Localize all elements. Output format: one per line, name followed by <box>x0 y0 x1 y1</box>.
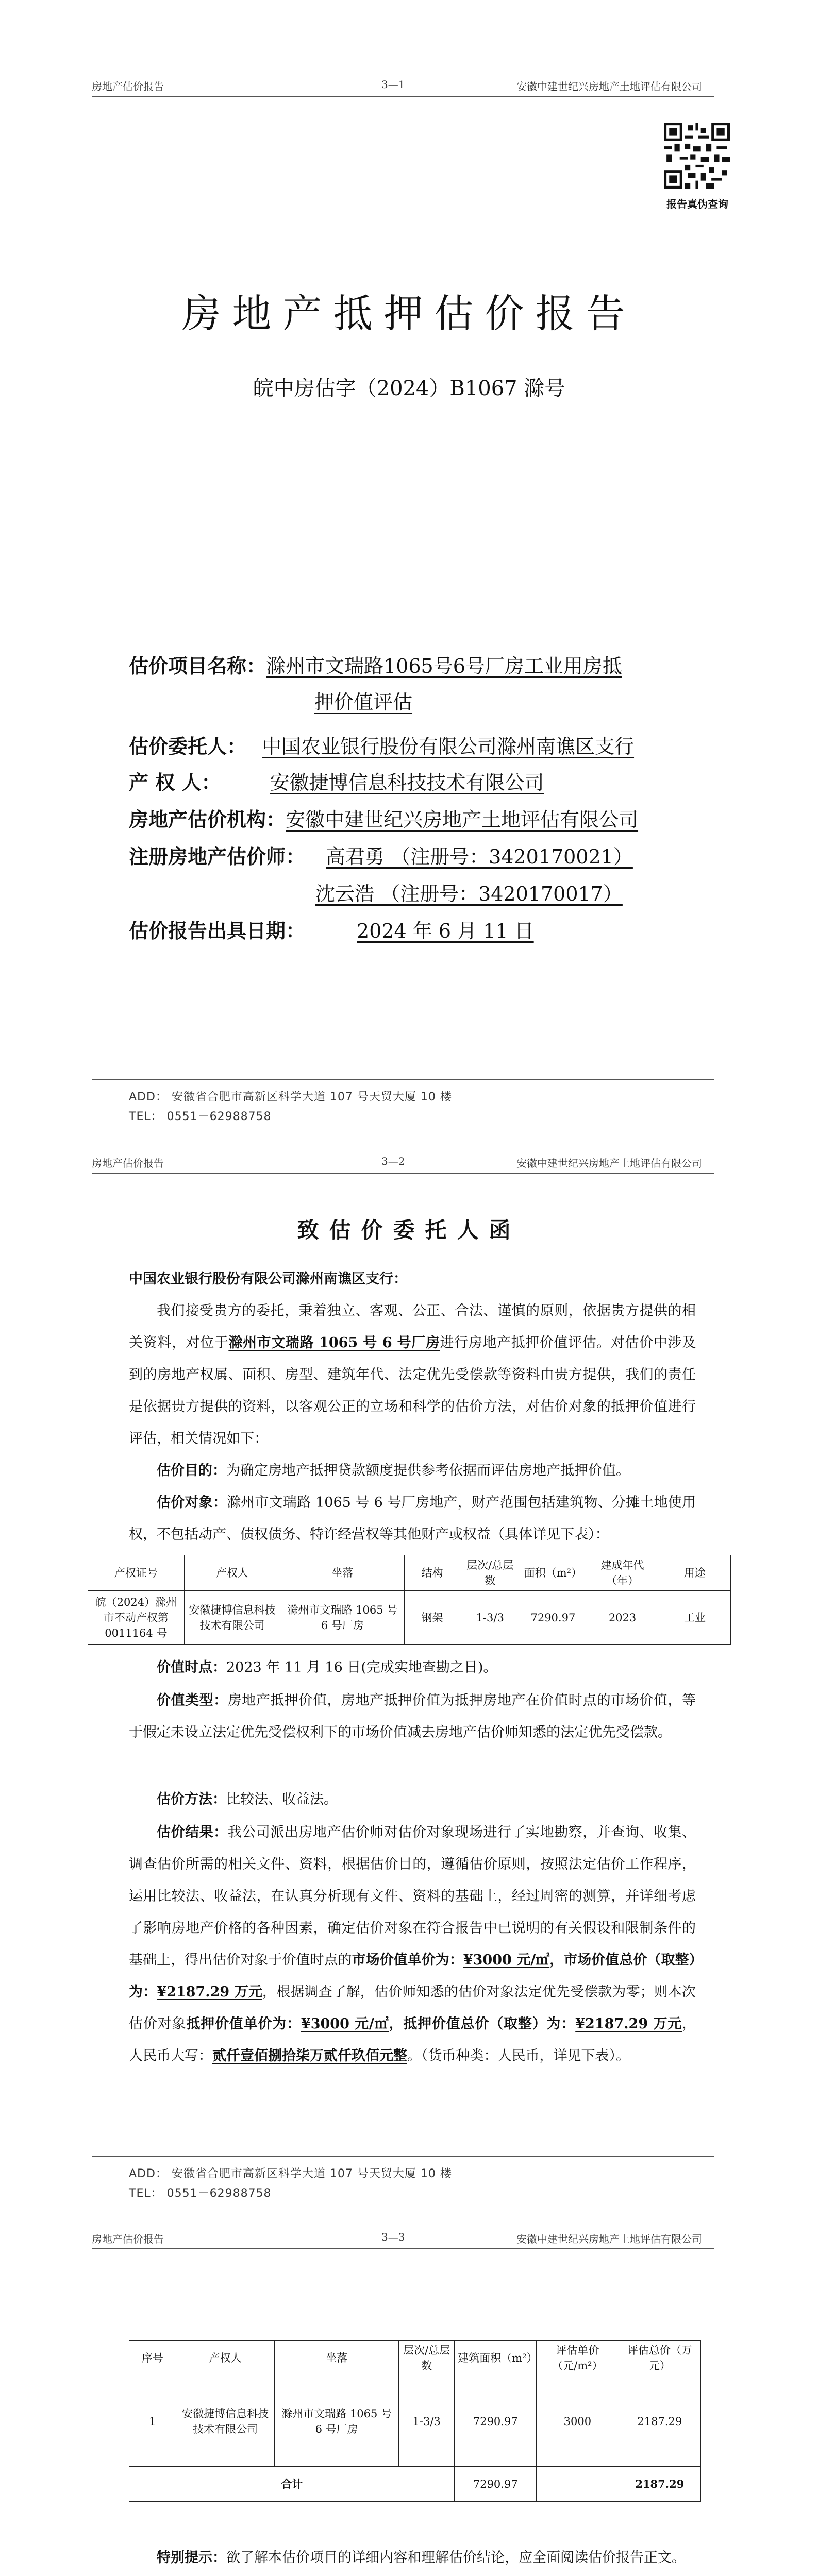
owner-label: 产 权 人： <box>129 771 221 794</box>
summary-header: 建筑面积（m²） <box>455 2341 537 2376</box>
qr-code-icon <box>664 123 730 189</box>
result-mortgage-total-label: ，抵押价值总价（取整）为： <box>389 2016 576 2032</box>
table-header-row <box>88 1555 731 1591</box>
result-market-total-label: ，市场价值总价（取整）为： <box>129 1952 696 2000</box>
report-date-row <box>129 915 534 943</box>
table-cell: 2023 <box>586 1591 659 1645</box>
client-row <box>129 731 634 759</box>
summary-header: 层次/总层数 <box>398 2341 455 2376</box>
result-label: 估价结果： <box>157 1824 228 1840</box>
total-value: 2187.29 <box>619 2467 700 2502</box>
result-market-unit-label: 市场价值单价为： <box>352 1952 463 1968</box>
result-market-total: ¥2187.29 万元 <box>157 1984 262 2000</box>
header-page-number: 3—1 <box>381 78 405 91</box>
table-header: 面积（m²） <box>520 1555 586 1591</box>
project-name-value: 滁州市文瑞路1065号6号厂房工业用房抵 <box>266 655 622 677</box>
value-type-paragraph <box>129 1685 696 1749</box>
appraiser-label: 注册房地产估价师： <box>129 845 306 868</box>
header-rule <box>92 2248 714 2249</box>
table-cell: 安徽捷博信息科技技术有限公司 <box>184 1591 280 1645</box>
header-left: 房地产估价报告 <box>92 2233 164 2245</box>
summary-total-row <box>129 2467 701 2502</box>
header-rule <box>92 1173 714 1174</box>
result-paragraph <box>129 1817 696 2072</box>
result-mortgage-unit-label: 抵押价值单价为： <box>186 2016 301 2032</box>
table-cell: 2187.29 <box>619 2376 700 2467</box>
cover-page <box>0 0 818 1123</box>
client-value: 中国农业银行股份有限公司滁州南谯区支行 <box>262 735 635 758</box>
result-mortgage-unit: ¥3000 元/㎡ <box>301 2016 389 2032</box>
notice-paragraph <box>129 2542 696 2574</box>
footer-rule <box>92 2156 714 2157</box>
value-date-paragraph <box>129 1652 696 1684</box>
header-rule <box>92 96 714 97</box>
summary-table <box>129 2340 701 2502</box>
header-left: 房地产估价报告 <box>92 80 164 93</box>
table-header: 用途 <box>659 1555 730 1591</box>
result-market-unit: ¥3000 元/㎡ <box>463 1952 550 1968</box>
value-type-text: 房地产抵押价值，房地产抵押价值为抵押房地产在价值时点的市场价值，等于假定未设立法定优先受偿权利下的市场价值减去房地产估价师知悉的法定优先受偿款。 <box>129 1692 696 1740</box>
method-label: 估价方法： <box>157 1791 226 1807</box>
letter-intro <box>129 1295 696 1455</box>
report-number: 皖中房估字（2024）B1067 滁号 <box>253 377 565 400</box>
total-label: 合计 <box>129 2467 455 2502</box>
value-date-text: 2023 年 11 月 16 日(完成实地查勘之日)。 <box>226 1659 497 1675</box>
table-header: 产权证号 <box>88 1555 185 1591</box>
table-cell: 工业 <box>659 1591 730 1645</box>
header-page-number: 3—3 <box>381 2231 405 2243</box>
object-label: 估价对象： <box>157 1495 227 1511</box>
result-mortgage-total: ¥2187.29 万元 <box>575 2016 682 2032</box>
table-cell: 滁州市文瑞路 1065 号 6 号厂房 <box>280 1591 405 1645</box>
table-row <box>129 2376 701 2467</box>
object-paragraph <box>129 1487 696 1551</box>
table-cell <box>537 2467 619 2502</box>
method-paragraph <box>129 1784 696 1816</box>
table-cell: 皖（2024）滁州市不动产权第 0011164 号 <box>88 1591 185 1645</box>
value-type-label: 价值类型： <box>157 1692 228 1708</box>
summary-header-row <box>129 2341 701 2376</box>
agency-row <box>129 804 638 832</box>
header-page-number: 3—2 <box>381 1155 405 1167</box>
header-right: 安徽中建世纪兴房地产土地评估有限公司 <box>516 80 702 93</box>
property-table <box>88 1555 731 1645</box>
table-cell: 3000 <box>537 2376 619 2467</box>
agency-value: 安徽中建世纪兴房地产土地评估有限公司 <box>286 808 639 831</box>
table-cell: 1-3/3 <box>460 1591 520 1645</box>
result-text-d: ，人民币大写： <box>129 2016 696 2064</box>
table-cell: 7290.97 <box>520 1591 586 1645</box>
report-title: 房地产抵押估价报告 <box>181 291 637 336</box>
intro-text-a: 我们接受贵方的委托，秉着独立、客观、公正、合法、谨慎的原则，依据贵方提供的相关资料，对位于 <box>129 1303 696 1351</box>
letter-title: 致估价委托人函 <box>297 1217 521 1243</box>
result-text-e: 。（货币种类：人民币，详见下表）。 <box>407 2048 630 2064</box>
table-header: 建成年代（年） <box>586 1555 659 1591</box>
intro-address: 滁州市文瑞路 1065 号 6 号厂房 <box>228 1335 440 1351</box>
table-cell: 1-3/3 <box>398 2376 455 2467</box>
appraiser-1: 高君勇 （注册号：3420170021） <box>326 845 633 868</box>
report-date-value: 2024 年 6 月 11 日 <box>357 920 534 942</box>
table-header: 层次/总层数 <box>460 1555 520 1591</box>
footer-tel: TEL： 0551－62988758 <box>129 2187 272 2200</box>
summary-header: 评估单价（元/m²） <box>537 2341 619 2376</box>
qr-caption: 报告真伪查询 <box>666 198 728 210</box>
purpose-label: 估价目的： <box>157 1463 226 1479</box>
appraiser-row <box>129 841 633 869</box>
table-header: 结构 <box>405 1555 460 1591</box>
table-row <box>88 1591 731 1645</box>
header-right: 安徽中建世纪兴房地产土地评估有限公司 <box>516 2233 702 2245</box>
client-label: 估价委托人： <box>129 735 247 758</box>
value-date-label: 价值时点： <box>157 1659 226 1675</box>
method-text: 比较法、收益法。 <box>226 1791 338 1807</box>
notice-text: 欲了解本估价项目的详细内容和理解估价结论，应全面阅读估价报告正文。 <box>226 2550 686 2566</box>
result-text-a: 我公司派出房地产估价师对估价对象现场进行了实地勘察，并查询、收集、调查估价所需的相关文件、资料，根据估价目的，遵循估价原则，按照法定估价工作程序，运用比较法、收益法，在认真分析现有文件、资料的基础上，经过周密的测算，并详细考虑了影响房地产价格的各种因素，确定估价对象在符合报告中已说明的有关假设和限制条件的基础上，得出估价对象于价值时点的 <box>129 1824 696 1968</box>
total-area: 7290.97 <box>455 2467 537 2502</box>
table-cell: 钢架 <box>405 1591 460 1645</box>
footer-address: ADD： 安徽省合肥市高新区科学大道 107 号天贸大厦 10 楼 <box>129 1091 452 1104</box>
summary-header: 序号 <box>129 2341 176 2376</box>
table-cell: 7290.97 <box>455 2376 537 2467</box>
result-text-c: ，根据调查了解，估价师知悉的估价对象法定优先受偿款为零；则本次估价对象 <box>129 1984 696 2032</box>
project-name-label: 估价项目名称： <box>129 654 266 677</box>
purpose-text: 为确定房地产抵押贷款额度提供参考依据而评估房地产抵押价值。 <box>226 1463 630 1479</box>
table-cell: 滁州市文瑞路 1065 号 6 号厂房 <box>275 2376 398 2467</box>
table-cell: 安徽捷博信息科技技术有限公司 <box>176 2376 275 2467</box>
appraiser-row-2 <box>315 878 623 906</box>
summary-header: 产权人 <box>176 2341 275 2376</box>
project-name-row <box>129 650 622 679</box>
object-text: 滁州市文瑞路 1065 号 6 号厂房地产，财产范围包括建筑物、分摊土地使用权，不包括动产、债权债务、特许经营权等其他财产或权益（具体详见下表）： <box>129 1495 696 1543</box>
notice-label: 特别提示： <box>157 2550 226 2566</box>
summary-header: 评估总价（万元） <box>619 2341 700 2376</box>
table-cell: 1 <box>129 2376 176 2467</box>
purpose-paragraph <box>129 1455 696 1487</box>
header-right: 安徽中建世纪兴房地产土地评估有限公司 <box>516 1157 702 1170</box>
project-name-value-2: 押价值评估 <box>314 691 413 714</box>
appraiser-2: 沈云浩 （注册号：3420170017） <box>315 883 623 905</box>
report-date-label: 估价报告出具日期： <box>129 919 306 942</box>
owner-value: 安徽捷博信息科技技术有限公司 <box>270 771 544 794</box>
footer-tel: TEL： 0551－62988758 <box>129 1110 272 1123</box>
agency-label: 房地产估价机构： <box>129 808 286 831</box>
summary-header: 坐落 <box>275 2341 398 2376</box>
owner-row <box>129 767 544 795</box>
intro-text-b: 进行房地产抵押价值评估。对估价中涉及到的房地产权属、面积、房型、建筑年代、法定优先受偿款等资料由贵方提供，我们的责任是依据贵方提供的资料，以客观公正的立场和科学的估价方法，对估价对象的抵押价值进行评估，相关情况如下： <box>129 1335 696 1447</box>
footer-address: ADD： 安徽省合肥市高新区科学大道 107 号天贸大厦 10 楼 <box>129 2167 452 2180</box>
letter-addressee: 中国农业银行股份有限公司滁州南谯区支行： <box>129 1271 407 1287</box>
header-left: 房地产估价报告 <box>92 1157 164 1170</box>
result-amount-in-words: 贰仟壹佰捌拾柒万贰仟玖佰元整 <box>212 2048 407 2064</box>
table-header: 产权人 <box>184 1555 280 1591</box>
table-header: 坐落 <box>280 1555 405 1591</box>
footer-rule <box>92 1079 714 1080</box>
project-name-row-2 <box>314 686 412 715</box>
